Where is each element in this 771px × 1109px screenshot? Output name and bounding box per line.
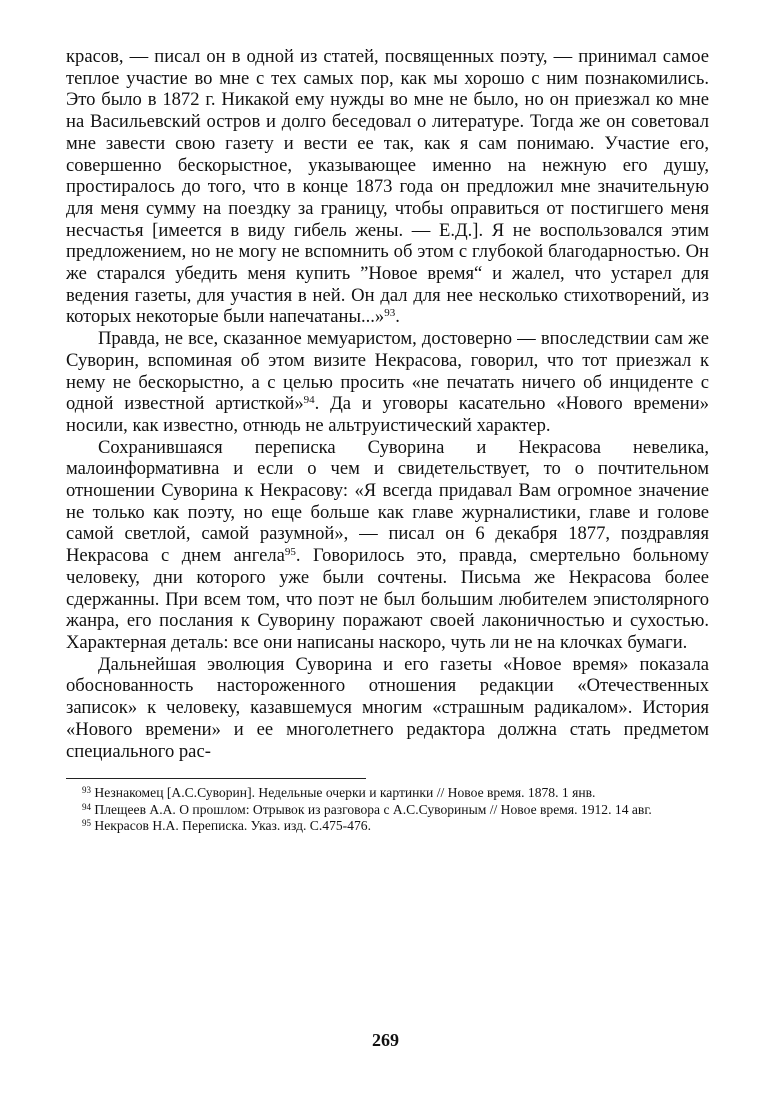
paragraph-2: Правда, не все, сказанное мемуаристом, достоверно — впоследствии сам же Суворин, вспоминая об этом визите Некрасова, говорил, что тот приезжал к нему не бескорыстно, а с целью просить «не печатать ничего об инциденте с одной известной артисткой»$^{94}$. Да и уговоры касательно «Нового времени» носили, как известно, отнюдь не альтруистический характер. [66,328,709,436]
footnote-ref-93[interactable]: 93 [384,307,396,320]
paragraph-4: Дальнейшая эволюция Суворина и его газеты «Новое время» показала обоснованность настороженного отношения редакции «Отечественных записок» к человеку, казавшемуся многим «страшным радикалом». История «Нового времени» и ее многолетнего редактора должна стать предметом специального рас- [66,653,709,762]
footnote-ref-95[interactable]: 95 [284,546,296,559]
footnote-93: $^{93}$ Незнакомец [А.С.Суворин]. Недельные очерки и картинки // Новое время. 1878. 1 янв. [82,785,596,801]
page-number: 269 [372,1030,399,1050]
footnote-94: $^{94}$ Плещеев А.А. О прошлом: Отрывок из разговора с А.С.Сувориным // Новое время. 1912. 14 авг. [82,801,652,817]
footnote-95: $^{95}$ Некрасов Н.А. Переписка. Указ. изд. С.475-476. [82,818,371,834]
footnotes [66,785,709,834]
footnote-ref-94[interactable]: 94 [303,394,315,407]
main-text [66,46,709,762]
footnote-divider [66,778,366,779]
paragraph-1: красов, — писал он в одной из статей, посвященных поэту, — принимал самое теплое участие во мне с тех самых пор, как мы хорошо с ним познакомились. Это было в 1872 г. Никакой ему нужды во мне не было, но он приезжал ко мне на Васильевский остров и долго беседовал о литературе. Тогда же он советовал мне завести свою газету и вести ее так, как я сам понимаю. Участие его, совершенно бескорыстное, указывающее именно на нежную его душу, простиралось до того, что в конце 1873 года он предложил мне значительную для меня сумму на поездку за границу, чтобы оправиться от постигшего меня несчастья [имеется в виду гибель жены. — Е.Д.]. Я не воспользовался этим предложением, но не могу не вспомнить об этом с глубокой благодарностью. Он же старался убедить меня купить ”Новое время“ и жалел, что устарел для ведения газеты, для участия в ней. Он дал для нее несколько стихотворений, из которых некоторые были напечатаны...»$^{93}$. [66,46,709,328]
paragraph-3: Сохранившаяся переписка Суворина и Некрасова невелика, малоинформативна и если о чем и свидетельствует, то о почтительном отношении Суворина к Некрасову: «Я всегда придавал Вам огромное значение не только как поэту, но еще больше как главе журналистики, главе и голове самой светлой, самой разумной», — писал он 6 декабря 1877, поздравляя Некрасова с днем ангела$^{95}$. Говорилось это, правда, смертельно больному человеку, дни которого уже были сочтены. Письма же Некрасова более сдержанны. При всем том, что поэт не был большим любителем эпистолярного жанра, его послания к Суворину поражают своей лаконичностью и сухостью. Характерная деталь: все они написаны наскоро, чуть ли не на клочках бумаги. [66,436,709,653]
